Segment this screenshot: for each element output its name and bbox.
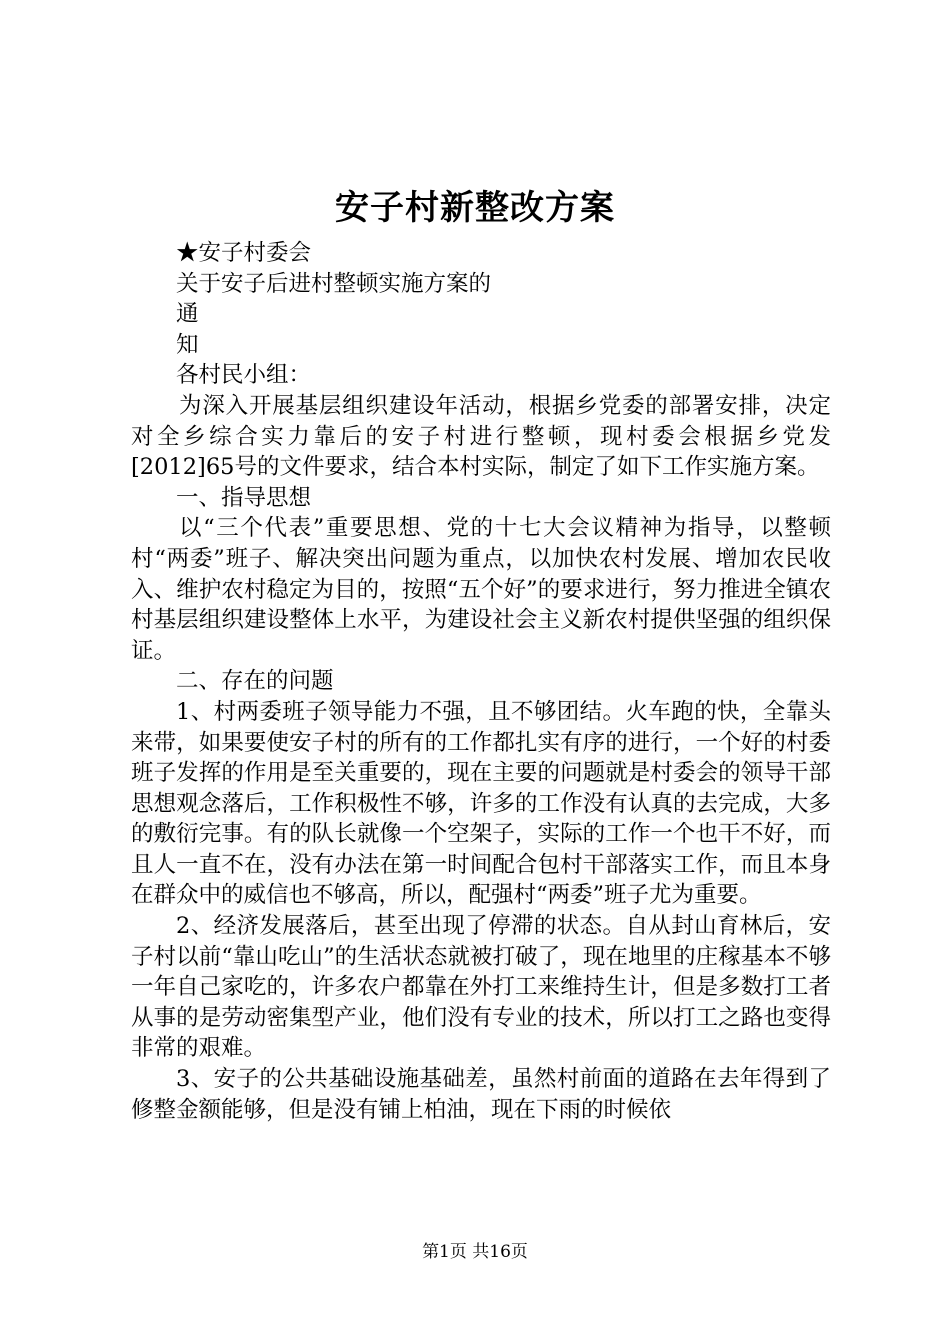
document-body xyxy=(131,238,831,1125)
issuer-line: ★安子村委会 xyxy=(176,240,312,266)
section-heading-guiding-ideology: 一、指导思想 xyxy=(176,484,312,511)
problem-paragraph-1: 1、村两委班子领导能力不强，且不够团结。火车跑的快，全靠头来带，如果要使安子村的所有的工作都扎实有序的进行，一个好的村委班子发挥的作用是至关重要的，现在主要的问题就是村委会的领导干部思想观念落后，工作积极性不够，许多的工作没有认真的去完成，大多的敷衍完事。有的队长就像一个空架子，实际的工作一个也干不好，而且人一直不在，没有办法在第一时间配合包村干部落实工作，而且本身在群众中的威信也不够高，所以，配强村“两委”班子尤为重要。 xyxy=(131,698,831,909)
problem-paragraph-2: 2、经济发展落后，甚至出现了停滞的状态。自从封山育林后，安子村以前“靠山吃山”的生活状态就被打破了，现在地里的庄稼基本不够一年自己家吃的，许多农户都靠在外打工来维持生计，但是多数打工者从事的是劳动密集型产业，他们没有专业的技术，所以打工之路也变得非常的艰难。 xyxy=(131,913,831,1062)
problem-paragraph-3: 3、安子的公共基础设施基础差，虽然村前面的道路在去年得到了修整金额能够，但是没有铺上柏油，现在下雨的时候依 xyxy=(131,1066,831,1123)
document-title: 安子村新整改方案 xyxy=(335,188,615,228)
guiding-ideology-paragraph: 以“三个代表”重要思想、党的十七大会议精神为指导，以整顿村“两委”班子、解决突出问题为重点，以加快农村发展、增加农民收入、维护农村稳定为目的，按照“五个好”的要求进行，努力推进全镇农村基层组织建设整体上水平，为建设社会主义新农村提供坚强的组织保证。 xyxy=(131,515,831,664)
notice-heading-line-3: 知 xyxy=(176,331,199,358)
page-number-footer: 第1页 共16页 xyxy=(422,1242,528,1262)
section-heading-existing-problems: 二、存在的问题 xyxy=(176,668,334,695)
salutation: 各村民小组： xyxy=(176,362,312,389)
notice-heading-line-1: 关于安子后进村整顿实施方案的 xyxy=(176,270,492,297)
intro-paragraph: 为深入开展基层组织建设年活动，根据乡党委的部署安排，决定对全乡综合实力靠后的安子村进行整顿，现村委会根据乡党发[2012]65号的文件要求，结合本村实际，制定了如下工作实施方案。 xyxy=(131,392,831,481)
notice-heading-line-2: 通 xyxy=(176,301,199,328)
